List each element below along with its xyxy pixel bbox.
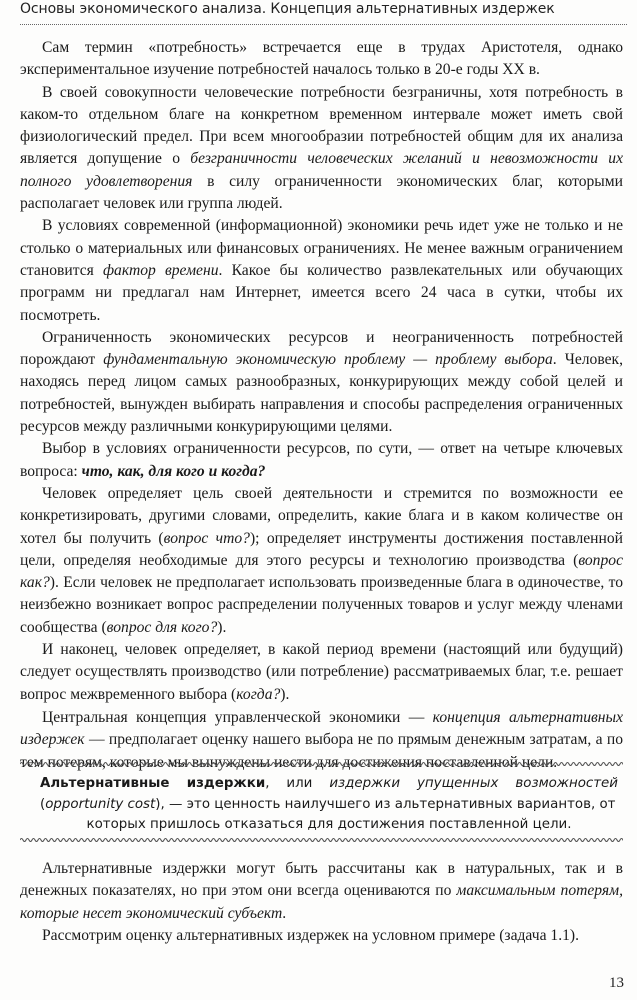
main-text (20, 37, 623, 774)
definition-english-term: opportunity cost (45, 796, 156, 812)
wavy-divider-bottom (20, 836, 623, 844)
paragraph-problem-of-choice: Ограниченность экономических ресурсов и неограниченность потребностей порождают фундаментальную экономическую проблему — проблему выбора. Человек, находясь перед лицом самых разнообразных, конкурирующих между собой целей и потребностей, вынужден выбирать направления и способы распределения ограниченных ресурсов между различными конкурирующими целями. (20, 328, 623, 436)
page-number: 13 (609, 975, 624, 991)
wavy-divider-top (20, 760, 623, 768)
question-how: вопрос как? (20, 551, 623, 592)
emphasis-maximal-losses: максимальным потерям, которые несет экономический субъект (20, 882, 623, 922)
definition-tail: которых пришлось отказаться для достижения поставленной цели. (86, 817, 572, 833)
paragraph-when-question: И наконец, человек определяет, в какой период времени (настоящий или будущий) следует осуществлять производство (или потребление) рассматриваемых благ, т.е. решает вопрос межвременного выбора (когда?). (20, 641, 623, 703)
paragraph-measured-values: Альтернативные издержки могут быть рассчитаны как в натуральных, так и в денежных показателях, но при этом они всегда оцениваются по максимальным потерям, которые несет экономический субъект. (20, 860, 623, 922)
paragraph-aristotle: Сам термин «потребность» встречается еще в трудах Аристотеля, однако экспериментальное изучение потребностей началось только в 20-е годы XX в. (20, 39, 623, 79)
paragraph-example-intro: Рассмотрим оценку альтернативных издержек на условном примере (задача 1.1). (42, 926, 579, 944)
paragraph-four-questions: Выбор в условиях ограниченности ресурсов, по сути, — ответ на четыре ключевых вопроса: что, как, для кого и когда? (20, 440, 623, 480)
definition-text: Альтернативные издержки, или издержки упущенных возможностей (opportunity cost), — это ценность наилучшего из альтернативных вариантов, от которых пришлось отказаться для достижения поставленной цели. (40, 774, 618, 836)
running-header-title: Основы экономического анализа. Концепция альтернативных издержек (20, 1, 555, 17)
running-header (0, 0, 637, 26)
question-for-whom: вопрос для кого? (106, 618, 218, 636)
definition-box (20, 760, 623, 842)
emphasis-opportunity-cost-concept: концепция альтернативных издержек (20, 708, 624, 749)
question-when: когда? (236, 685, 281, 703)
lower-text (20, 858, 623, 947)
emphasis-four-questions: что, как, для кого и когда? (81, 462, 266, 480)
question-what: вопрос что? (163, 529, 250, 547)
paragraph-needs-unlimited: В своей совокупности человеческие потребности безграничны, хотя потребность в каком-то отдельном благе на конкретном временном интервале может иметь свой физиологический предел. При всем многообразии потребностей общим для их анализа является допущение о безграничности человеческих желаний и невозможности их полного удовлетворения в силу ограниченности экономических благ, которыми располагает человек или группа людей. (20, 83, 623, 213)
definition-term: Альтернативные издержки (40, 776, 266, 791)
paragraph-questions-explained: Человек определяет цель своей деятельности и стремится по возможности ее конкретизировать, другими словами, определить, какие блага и в каком количестве он хотел бы получить (вопрос что?); определяет инструменты достижения поставленной цели, определяя необходимые для этого ресурсы и технологию производства (вопрос как?). Если человек не предполагает использовать произведенные блага в одиночестве, то неизбежно возникает вопрос распределении полученных товаров и услуг между членами сообщества (вопрос для кого?). (20, 484, 623, 636)
emphasis-unlimited-wants: безграничности человеческих желаний и невозможности их полного удовлетворения (20, 150, 623, 190)
paragraph-central-concept: Центральная концепция управленческой экономики — концепция альтернативных издержек — предполагает оценку нашего выбора не по прямым денежным затратам, а по тем потерям, которые мы вынуждены нести для достижения поставленной цели. (20, 708, 624, 771)
paragraph-time-factor: В условиях современной (информационной) экономики речь идет уже не только и не столько о материальных или финансовых ограничениях. Не менее важным ограничением становится фактор времени. Какое бы количество развлекательных или обучающих программ ни предлагал нам Интернет, имеется всего 24 часа в сутки, чтобы их посмотреть. (20, 217, 623, 324)
definition-synonym: издержки упущенных возможностей (329, 776, 618, 791)
emphasis-time-factor: фактор времени (102, 261, 219, 279)
header-dotted-rule (20, 24, 627, 25)
emphasis-problem-of-choice: фундаментальную экономическую проблему — проблему выбора (103, 351, 553, 369)
